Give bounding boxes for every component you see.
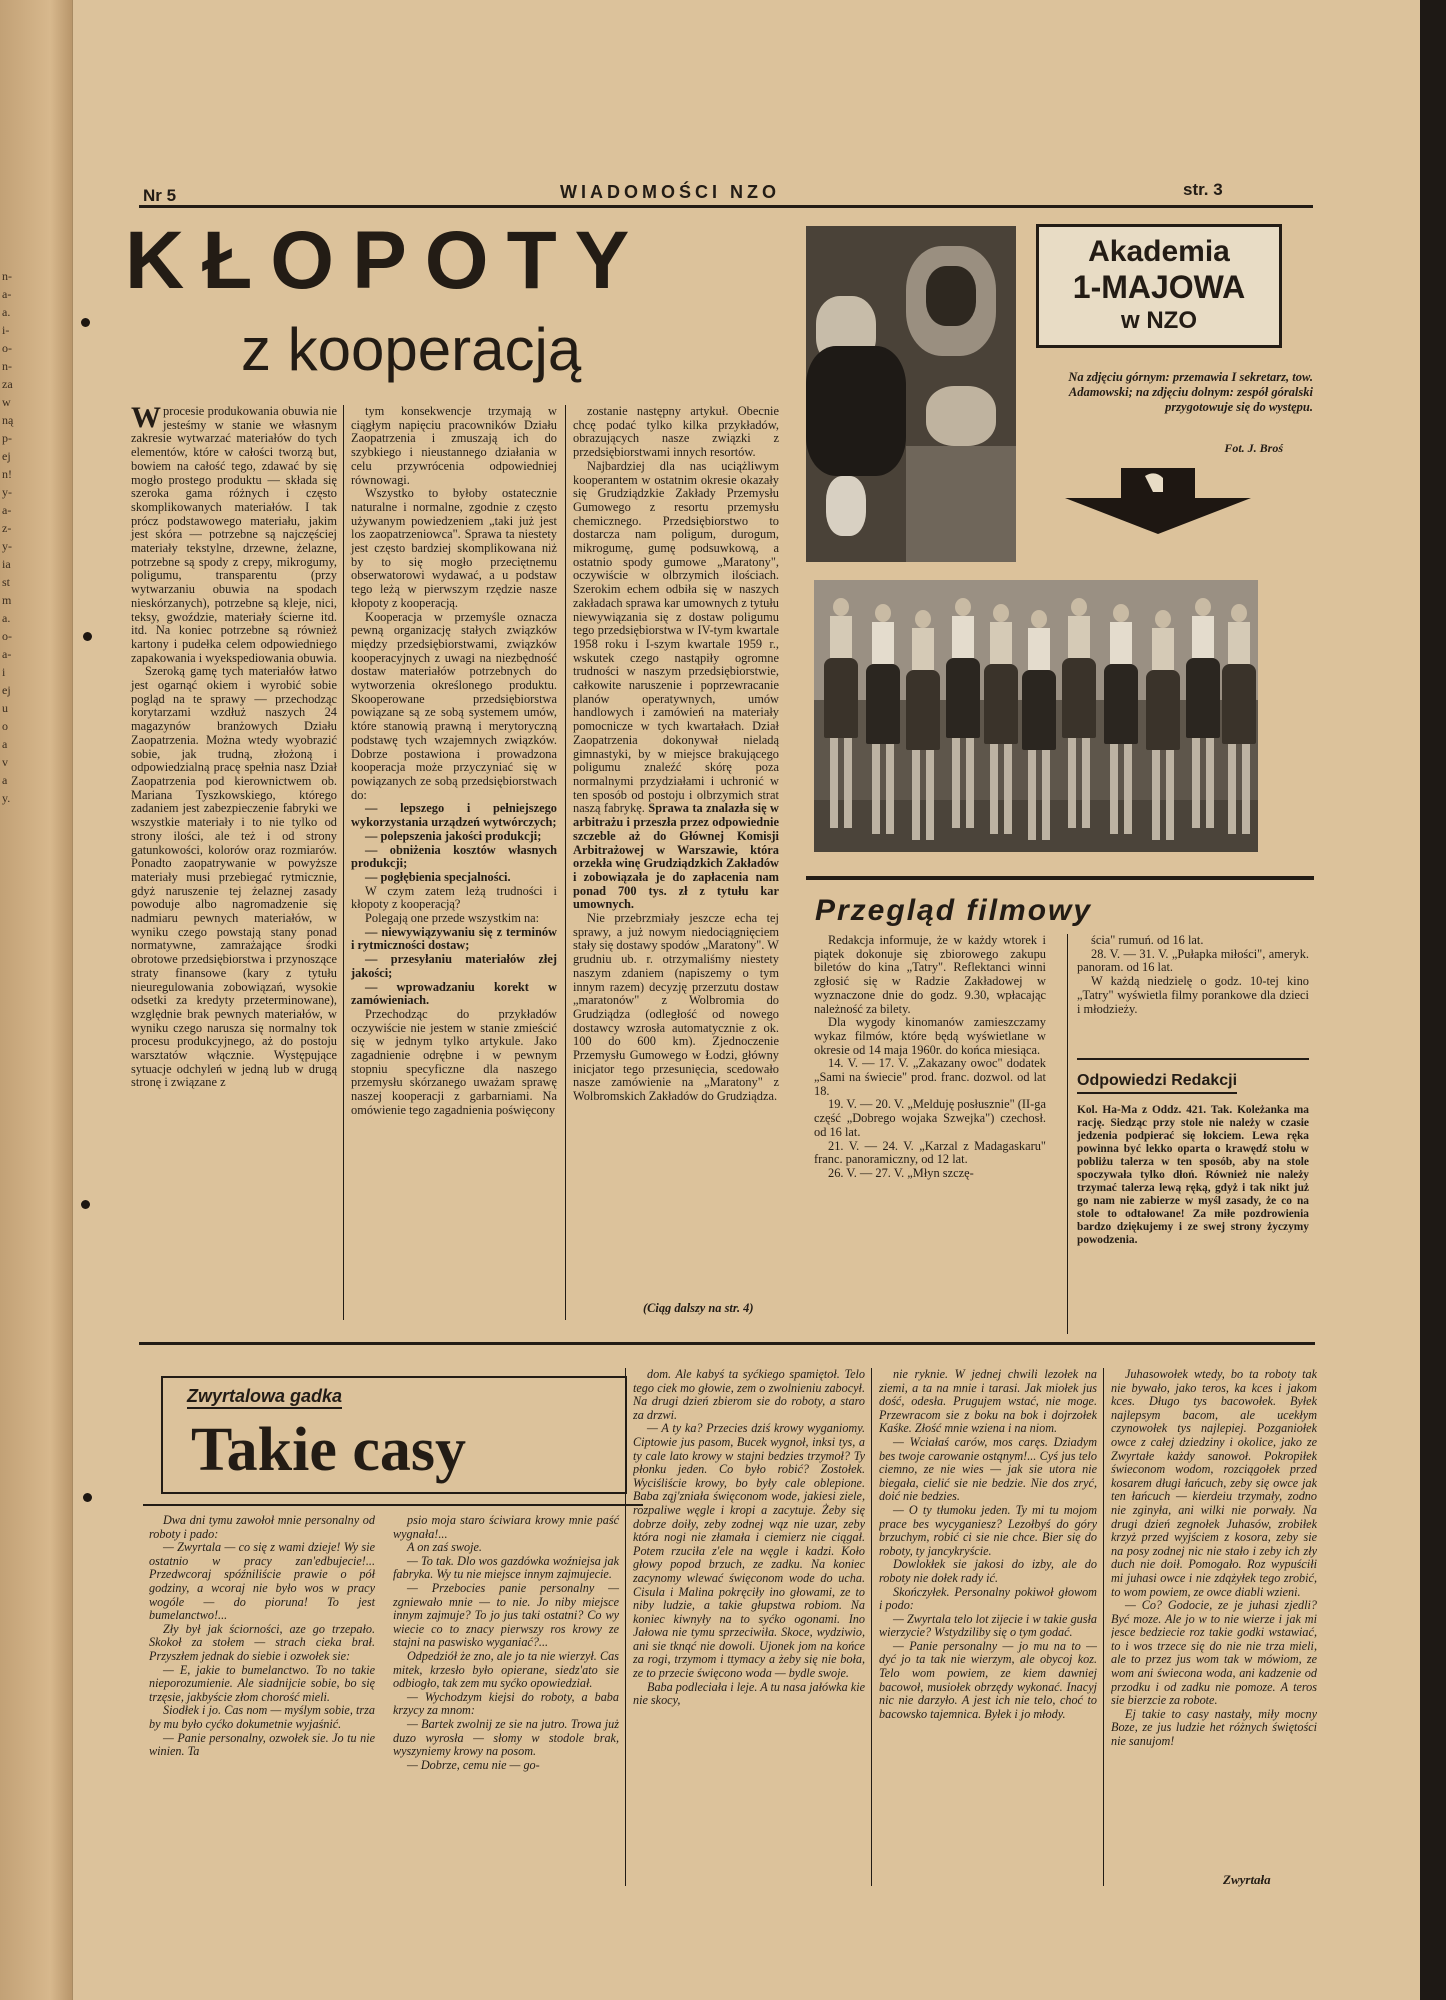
answers-text	[1077, 1104, 1309, 1247]
akademia-line-2: 1-MAJOWA	[1072, 269, 1246, 305]
gadka-column-5	[1111, 1368, 1317, 1874]
dancer-figure	[1186, 598, 1220, 838]
paragraph: Dla wygody kinomanów zamieszczamy wykaz filmów, które będą wyświetlane w okresie od 14 maja 1960r. do końca miesiąca.	[814, 1015, 1046, 1057]
paragraph: — niewywiązywaniu się z terminów i rytmiczności dostaw;	[351, 924, 557, 953]
photo-credit: Fot. J. Broś	[1224, 441, 1283, 455]
adjacent-page-strip	[0, 0, 72, 2000]
article-column-1	[131, 401, 337, 1317]
adjacent-page-fragment: y-	[2, 485, 12, 499]
dancer-figure	[906, 610, 940, 850]
paragraph: Dowlokłek sie jakosi do izby, ale do roboty nie dołek rady ić.	[879, 1557, 1097, 1585]
issue-number: Nr 5	[143, 186, 177, 205]
article-column-2	[351, 405, 557, 1317]
paragraph: — wprowadzaniu korekt w zamówieniach.	[351, 979, 557, 1008]
paragraph: nie ryknie. W jednej chwili lezołek na ziemi, a ta na mnie i tarasi. Jak miołek jus dość, odesła. Prugujem wstać, nie moge. Przewracom sie z boku na bok i dojrzołek Kaśke. Złość mnie wziena i na niom.	[879, 1368, 1097, 1436]
paragraph: Najbardziej dla nas uciążliwym kooperantem w ostatnim okresie okazały się Grudziądzkie Zakłady Przemysłu Gumowego z resortu przemysłu chemicznego. Przedsiębiorstwo to dostarcza nam poligum, durogum, mikrogumę, gumę podsuwkową, a ostatnio spody gumowe „Maratony", oczywiście w olbrzymich ilościach. Szerokim echem odbiła się w naszych zakładach sprawa kar umownych z tytułu niewywiązania się z dostaw poligumu tego przedsiębiorstwa w IV-tym kwartale 1958 roku i I-szym kwartale 1959 r., wskutek czego nastąpiły ogromne trudności w naszym przedsiębiorstwie, całkowite naruszenie i poprzewracanie planów operatywnych, umów handlowych i zamówień na materiały pomocnicze w tych kwartałach. Dział Zaopatrzenia dokonywał nieladą gimnastyki, by w miejsce brakującego poligumu znaleźć skórę poza normalnymi przydziałami i uchronić w ten sposób od postoju i olbrzymich strat naszą fabrykę. Sprawa ta znalazła się w arbitrażu i przeszła przez odpowiednie szczeble aż do Głównej Komisji Arbitrażowej w Warszawie, która orzekła winę Grudziądzkich Zakładów i zobowiązała je do zapłacenia nam ponad 700 tys. zł z tytułu kar umownych.	[573, 458, 779, 912]
paragraph	[131, 401, 337, 665]
adjacent-page-fragment: y.	[2, 791, 11, 805]
article-title: KŁOPOTY	[125, 215, 648, 306]
paragraph: psio moja staro ściwiara krowy mnie paść wygnała!...	[393, 1513, 619, 1541]
paragraph: — Dobrze, cemu nie — go-	[407, 1757, 540, 1772]
answers-addressee: Kol. Ha-Ma z Oddz. 421.	[1077, 1104, 1207, 1116]
paragraph: 28. V. — 31. V. „Pułapka miłości", ameryk. panoram. od 16 lat.	[1077, 946, 1309, 975]
paragraph: A on zaś swoje.	[407, 1540, 482, 1555]
paragraph: Siodłek i jo. Cas nom — myślym sobie, trza by mu było cyćko dokumetnie wyjaśnić.	[149, 1703, 375, 1731]
section-rule	[139, 1342, 1315, 1345]
paragraph: Wszystko to byłoby ostatecznie naturalne i normalne, zgodnie z często używanym powiedzeniem „taki już jest los zaopatrzeniowca". Sprawa ta niestety jest często bardziej skomplikowana niż by to się mogło przeciętnemu obserwatorowi wydawać, a u podstaw tego leżą w pierwszym rzędzie nasze kłopoty z kooperacją.	[351, 486, 557, 610]
adjacent-page-fragment: o-	[2, 341, 12, 355]
paragraph: 21. V. — 24. V. „Karzal z Madagaskaru" franc. panoramiczny, od 12 lat.	[814, 1138, 1046, 1167]
paragraph: Polegają one przede wszystkim na:	[365, 911, 540, 926]
speaker-photo	[806, 226, 1016, 562]
adjacent-page-fragment: a	[2, 737, 8, 751]
binding-hole	[83, 632, 92, 641]
akademia-line-1: Akademia	[1088, 235, 1230, 268]
dancer-figure	[984, 604, 1018, 844]
adjacent-page-fragment: a	[2, 773, 8, 787]
gadka-column-4	[879, 1368, 1097, 1888]
article-column-3	[573, 405, 779, 1317]
paragraph: — A ty ka? Przecies dziś krowy wyganiomy. Ciptowie jus pasom, Bucek wygnoł, inksi tys, a ty cale lato krowy w stajni bedzies trzymoł? Ty płonku jeden. Co było robić? Zostołek. Wyciśliście krowy, bo były cale oblepione. Baba ząj'zniała święconom wode, jakiesi ziele, rozpaliwe węgle i kropi a zacytuje. Żeby się dobrze doiły, zeby zodnej wąz nie uzar, zeby która nogi nie złamała i ciemierz nie ciągał. Potem rzuciła z'ele na węgle i kadzi. Koło głowy popod brzuch, ze zadku. Na koniec zacynomy wlewać święconom wode do ucha. Cisula i Malina pokręciły ino głowami, ze to niby ludzie, a takie głupstwa robiom. Na koniec kiwnyły na to syćko ogonami. Ino Jałowa nie tymu sprzeciwiła. Skoce, wydziwio, ani sie tknąć nie dowoli. Ujonek jom na końce za rogi, trzymom i ttymacy a żeby się nie boła, ze to przecie święcono woda — bydle swoje.	[633, 1421, 865, 1681]
column-rule	[565, 405, 566, 1320]
adjacent-page-fragment: a.	[2, 305, 11, 319]
adjacent-page-fragment: ej	[2, 683, 11, 697]
folk-dancers-photo	[814, 580, 1258, 852]
adjacent-page-fragment: st	[2, 575, 11, 589]
paragraph: Baba podleciała i leje. A tu nasa jałówka kie nie skocy,	[633, 1679, 865, 1708]
paragraph: Nie przebrzmiały jeszcze echa tej sprawy, a już nowym niedociągnięciem stały się dostawy spodów „Maratony". W grudniu ub. r. otrzymaliśmy niestety naszym zdaniem (napiszemy o tym innym razem) decyzję przerzutu dostaw „maratonów" z Wolbromia do Grudziądza (odległość od nowego dostawcy wzrosła automatycznie z ok. 100 do 600 km). Zjednoczenie Przemysłu Gumowego w Łodzi, główny inicjator tego przesunięcia, scedowało nasze zamówienie na „Maratony" z Wolbromskich Zakładów do Grudziądza.	[573, 911, 779, 1104]
gadka-title: Takie casy	[191, 1416, 467, 1484]
section-rule	[143, 1504, 643, 1506]
paragraph: dom. Ale kabyś ta syćkiego spamiętoł. Telo tego ciek mo głowie, zem o zwolnieniu zabocył. Na drugi dzień zbierom sie do roboty, a staro za drzwi.	[633, 1368, 865, 1422]
paragraph: — polepszenia jakości produkcji;	[365, 828, 542, 843]
paragraph: — Wciałaś carów, mos caręs. Dziadym bes twoje carowanie ostąnym!... Cyś jus telo ciemno, ze nie wies — jak sie utora nie biegała, cielić sie nie bedzie. Nie dos zryć, doić nie bedzies.	[879, 1434, 1097, 1504]
dancer-figure	[1022, 610, 1056, 850]
adjacent-page-fragment: v	[2, 755, 8, 769]
adjacent-page-fragment: z-	[2, 521, 12, 535]
adjacent-page-fragment: w	[2, 395, 11, 409]
paragraph: 19. V. — 20. V. „Melduję posłusznie" (II-ga część „Dobrego wojaka Szwejka") czechosł. od 16 lat.	[814, 1097, 1046, 1139]
adjacent-page-fragment: a-	[2, 647, 12, 661]
drop-cap: W	[131, 401, 161, 434]
adjacent-page-fragment: i	[2, 665, 6, 679]
paragraph: — pogłębienia specjalności.	[365, 869, 511, 884]
dancer-figure	[866, 604, 900, 844]
section-rule	[806, 876, 1314, 880]
gadka-box	[161, 1376, 627, 1494]
film-column-1	[814, 934, 1046, 1336]
column-rule	[1103, 1368, 1104, 1886]
akademia-line-3: w NZO	[1121, 307, 1197, 334]
paragraph: — przesyłaniu materiałów złej jakości;	[351, 952, 557, 980]
adjacent-page-fragment: p-	[2, 431, 12, 445]
dancer-figure	[1146, 610, 1180, 850]
page-number: str. 3	[1183, 180, 1223, 199]
adjacent-page-fragment: a-	[2, 287, 12, 301]
answers-title: Odpowiedzi Redakcji	[1077, 1072, 1237, 1094]
binding-hole	[81, 318, 90, 327]
akademia-box	[1036, 224, 1282, 348]
paragraph: W każdą niedzielę o godz. 10-tej kino „Tatry" wyświetla filmy porankowe dla dzieci i młodzieży.	[1077, 974, 1309, 1016]
gadka-signature: Zwyrtała	[1223, 1872, 1271, 1887]
dancer-figure	[1062, 598, 1096, 838]
continued-note: (Ciąg dalszy na str. 4)	[643, 1301, 754, 1315]
paragraph: Kooperacja w przemyśle oznacza pewną organizację stałych związków między przedsiębiorstwami, związków kooperacyjnych z uwagi na niezbędność dostaw materiałów potrzebnych do wytworzenia określonego produktu. Skooperowane przedsiębiorstwa powiązane są ze sobą systemem umów, które stanowią prawną i merytoryczną podstawę tych wzajemnych związków. Dobrze postawiona i prowadzona kooperacja może przyczyniać się w powiązanych ze sobą przedsiębiorstwach do:	[351, 609, 557, 802]
paragraph: Szeroką gamę tych materiałów łatwo jest ogarnąć okiem i wyrobić sobie pogląd na te sprawy — przechodząc korytarzami wzdłuż naszych 24 magazynów branżowych Działu Zaopatrzenia. Można wtedy wyobrazić sobie, jak trudną, złożoną i odpowiedzialną pracę spełnia nasz Dział Zaopatrzenia pod kierownictwem ob. Mariana Tyszkowskiego, którego zadaniem jest zabezpieczenie fabryki we wszystkie materiały i to nie tylko od strony ilości, ale też i od strony gatunkowości, kolorów oraz rozmiarów. Ponadto zaopatrywanie w powyższe materiały musi przebiegać rytmicznie, gdyż naruszenie tej żelaznej zasady powoduje albo nagromadzenie się nadmiaru pewnych materiałów, w wyniku czego powstają stany ponad normatywne, zamrażające środki obrotowe przedsiębiorstwa i przynoszące straty finansowe (kary z tytułu nieuregulowania zobowiązań, wysokie odsetki za kredyty przeterminowane), względnie brak pewnych materiałów, w wyniku czego narusza się normalny tok procesu produkcyjnego, aż do postoju warsztatów włącznie. Występujące sytuacje odchyleń w jedną lub w drugą stronę i związane z	[131, 664, 337, 1090]
dancer-figure	[1104, 604, 1138, 844]
section-rule	[1077, 1058, 1309, 1060]
paragraph: tym konsekwencje trzymają w ciągłym napięciu pracowników Działu Zaopatrzenia i zmuszają ich do szybkiego i nieustannego działania w celu przywrócenia odpowiedniej równowagi.	[351, 404, 557, 487]
adjacent-page-fragment: a-	[2, 503, 12, 517]
adjacent-page-fragment: n-	[2, 359, 12, 373]
gadka-column-2	[393, 1514, 619, 1884]
dancer-figure	[1222, 604, 1256, 844]
paragraph: 14. V. — 17. V. „Zakazany owoc" dodatek „Sami na świecie" prod. franc. dozwol. od lat 18.	[814, 1056, 1046, 1098]
dancer-figure	[946, 598, 980, 838]
bold-passage: Sprawa ta znalazła się w arbitrażu i przeszła przez odpowiednie szczeble aż do Głównej Komisji Arbitrażowej w Warszawie, która orzekła winę Grudziądzkich Zakładów i zobowiązała je do zapłacenia nam ponad 700 tys. zł z tytułu kar umownych.	[573, 801, 779, 912]
column-rule	[625, 1368, 626, 1886]
paragraph: Ej takie to casy nastały, miły mocny Boze, ze jus ludzie het różnych świętości nie sanujom!	[1111, 1706, 1317, 1749]
paragraph-text: procesie produkowania obuwia nie jesteśmy w stanie we własnym zakresie wytwarzać materiałów do tych elementów, które w całości tworzą but, bowiem na całość tego, zdawać by się mogło prostego produktu — składa się szeroka gama różnych i często skomplikowanych materiałów. I tak prócz podstawowego materiału, jakim jest skóra — potrzebne są najczęściej materiały tekstylne, drzewne, żelazne, potrzebne są spody z crepy, mikrogumy, poligumu, transparentu (przy wytwarzaniu obuwia na spodach nieskórzanych), potrzebne są kleje, nici, teksy, gwoździe, materiały ścierne itd. itd. Na koniec potrzebne są również kartony i pudełka celem odpowiedniego zapakowania i wyekspediowania obuwia.	[131, 404, 337, 665]
paragraph: zostanie następny artykuł. Obecnie chcę podać tylko kilka przykładów, obrazujących nasze związki z przedsiębiorstwami innych resortów.	[573, 405, 779, 460]
paragraph: — Zwyrtala — co się z wami dzieje! Wy sie ostatnio w pracy zan'edbujecie!... Przedwcoraj spóźniliście prawie o pół godziny, a wcoraj nie było wos w pracy wogóle — do pioruna! To jest bumelanctwo!...	[149, 1540, 375, 1623]
paragraph: Odpedziół że zno, ale jo ta nie wierzył. Cas mitek, krzesło było opierane, siedz'ato sie odbiogło, tak zem mu syćko opowiedział.	[393, 1648, 619, 1691]
paragraph: Zły był jak ściorności, aze go trzepało. Skokoł za stołem — strach cieka brał. Przyszłem jednak do siebie i ozwołek sie:	[149, 1621, 375, 1663]
paragraph: W czym zatem leżą trudności i kłopoty z kooperacją?	[351, 883, 557, 912]
photo-caption: Na zdjęciu górnym: przemawia I sekretarz, tow. Adamowski; na zdjęciu dolnym: zespół góralski przygotowuje się do występu.	[1068, 370, 1313, 414]
dancer-figure	[824, 598, 858, 838]
adjacent-page-fragment: m	[2, 593, 12, 607]
gadka-column-3	[633, 1368, 865, 1888]
adjacent-page-fragment: n-	[2, 269, 12, 283]
header-rule	[139, 205, 1313, 208]
paragraph: — E, jakie to bumelanctwo. To no takie nieporozumienie. Ale siadnijcie sobie, bo się trzęsie, jakbyście złom chorość mieli.	[149, 1662, 375, 1704]
down-arrow-icon	[1063, 466, 1253, 536]
column-rule	[1067, 934, 1068, 1334]
adjacent-page-fragment: u	[2, 701, 8, 715]
paragraph: Skończyłek. Personalny pokiwoł głowom i podo:	[879, 1584, 1097, 1613]
paragraph: — Bartek zwolnij ze sie na jutro. Trowa już duzo wyrosła — słomy w stodole brak, wyszyniemy krowy na posom.	[393, 1716, 619, 1759]
paragraph: — lepszego i pełniejszego wykorzystania urządzeń wytwórczych;	[351, 801, 557, 830]
paragraph: — Przebocies panie personalny — zgniewało mnie — to nie. Jo niby miejsce innym zajmuje? To jo jus taki ostatni? Co wy wiecie co to znacy pierwszy ros krowy ze stajni na paswisko wyganiać?...	[393, 1580, 619, 1650]
paragraph: — Zwyrtala telo lot zijecie i w takie gusła wierzycie? Wstydziliby się o tym godać.	[879, 1611, 1097, 1640]
gadka-kicker: Zwyrtalowa gadka	[187, 1386, 342, 1409]
adjacent-page-fragment: a.	[2, 611, 11, 625]
paragraph: Przechodząc do przykładów oczywiście nie jestem w stanie zmieścić się w jednym tylko artykule. Jako zagadnienie odrębne i w pewnym stopniu specyficzne dla naszego przemysłu skórzanego uważam sprawę naszej kooperacji z garbarniami. Na omówienie tego zagadnienia poświęcony	[351, 1006, 557, 1117]
gadka-column-1	[149, 1514, 375, 1884]
paragraph: — obniżenia kosztów własnych produkcji;	[351, 842, 557, 871]
film-column-2	[1077, 934, 1309, 1014]
adjacent-page-fragment: ia	[2, 557, 11, 571]
paragraph: — O ty tłumoku jeden. Ty mi tu mojom prace bes wycyganiesz? Lezołbyś do góry brzuchym, robić ci sie nie chce. Bier się do roboty, ty jancykryście.	[879, 1502, 1097, 1558]
paragraph: Redakcja informuje, że w każdy wtorek i piątek dokonuje się zbiorowego zakupu biletów do kina „Tatry". Reflektanci winni zgłosić się w Radzie Zakładowej w wyznaczone dnie do godz. 9.30, wpłacając należność za bilety.	[814, 934, 1046, 1016]
paragraph: Juhasowołek wtedy, bo ta roboty tak nie bywało, jako teros, ka kces i jakom kces. Długo tys bacowołek. Byłek najlepsym bacom, ale ucekłym czynowołek tys najlepiej. Pozganiołek owce z całej dziedziny i okolice, jako ze Zwyrtałe każdy sanowoł. Pokropiłek świeconom wodom, rozciągołek przed kosarem długi łańcuch, zeby się owce jak ten łańcuch — kierdeiu trzymały, zodno nie zginyła, ani wilki nie porwały. Na drugi dzień zegnołek Juhasów, zrobiłek krzyż przed wyjściem z kosora, zeby sie na posy zodnej nic nie stało i zeby ich zły duch nie doił. Pomogało. Roz wypuściłi mi juhasi owce i nie zdążyłek tego zrobić, to wom powiem, ze owce diabli wzieni.	[1111, 1368, 1317, 1599]
paragraph: 26. V. — 27. V. „Młyn szczę-	[828, 1165, 974, 1180]
column-rule	[343, 405, 344, 1320]
newspaper-title: WIADOMOŚCI NZO	[560, 182, 780, 202]
paragraph: — To tak. Dlo wos gazdówka woźniejsa jak fabryka. Wy tu nie miejsce innym zajmujecie.	[393, 1553, 619, 1582]
adjacent-page-fragment: n!	[2, 467, 12, 481]
page-edge-shadow	[1420, 0, 1446, 2000]
film-section-title: Przegląd filmowy	[815, 894, 1093, 927]
adjacent-page-fragment: o-	[2, 629, 12, 643]
column-rule	[871, 1368, 872, 1886]
adjacent-page-fragment: ną	[2, 413, 14, 427]
binding-hole	[81, 1200, 90, 1209]
answers-body: Tak. Koleżanka ma rację. Siedząc przy stole nie należy w czasie jedzenia podpierać się łokciem. Lewa ręka powinna być lekko oparta o krawędź stołu w pobliżu talerza w ten sposób, aby na stole spoczywała tylko dłoń. Również nie należy trzymać talerza lewą ręką, gdyż i tak nikt już go nam nie zabierze w myśl zasady, że co na stole to odtałowane! Za miłe pozdrowienia bardzo dziękujemy i ze swej strony życzymy powodzenia.	[1077, 1104, 1309, 1246]
paragraph: Dwa dni tymu zawołoł mnie personalny od roboty i pado:	[149, 1513, 375, 1541]
adjacent-page-fragment: y-	[2, 539, 12, 553]
adjacent-page-fragment: o	[2, 719, 8, 733]
adjacent-page-fragment: i-	[2, 323, 10, 337]
adjacent-page-fragment: za	[2, 377, 13, 391]
article-subtitle: z kooperacją	[241, 316, 582, 383]
paragraph: — Co? Godocie, ze je juhasi zjedli? Być moze. Ale jo w to nie wierze i jak mi jesce bedziecie roz takie godki wstawiać, to i wos trzece się do nie nie trza mieli, ale to przez jus wom tak w mówiom, ze wom ani świecona woda, ani kadzenie od przodku i od zadku nie pomoze. A teros sie bierzcie za robote.	[1111, 1598, 1317, 1708]
adjacent-page-fragment: ej	[2, 449, 11, 463]
paragraph: ścia" rumuń. od 16 lat.	[1091, 933, 1204, 947]
paragraph: — Panie personalny, ozwołek sie. Jo tu nie winien. Ta	[149, 1730, 375, 1759]
paragraph: — Wychodzym kiejsi do roboty, a baba krzycy za mnom:	[393, 1689, 619, 1718]
paragraph: — Panie personalny — jo mu na to — dyć jo ta tak nie wierzym, ale obycoj koz. Telo wom powiem, ze kiem dawniej bacowoł, musiołek obrzędy wykonać. Inacyj nic nie darzyło. A jest ich nie telo, choć to bacowsko tajemnica. Byłek i jo młody.	[879, 1638, 1097, 1721]
newspaper-page	[72, 0, 1420, 2000]
binding-hole	[83, 1493, 92, 1502]
